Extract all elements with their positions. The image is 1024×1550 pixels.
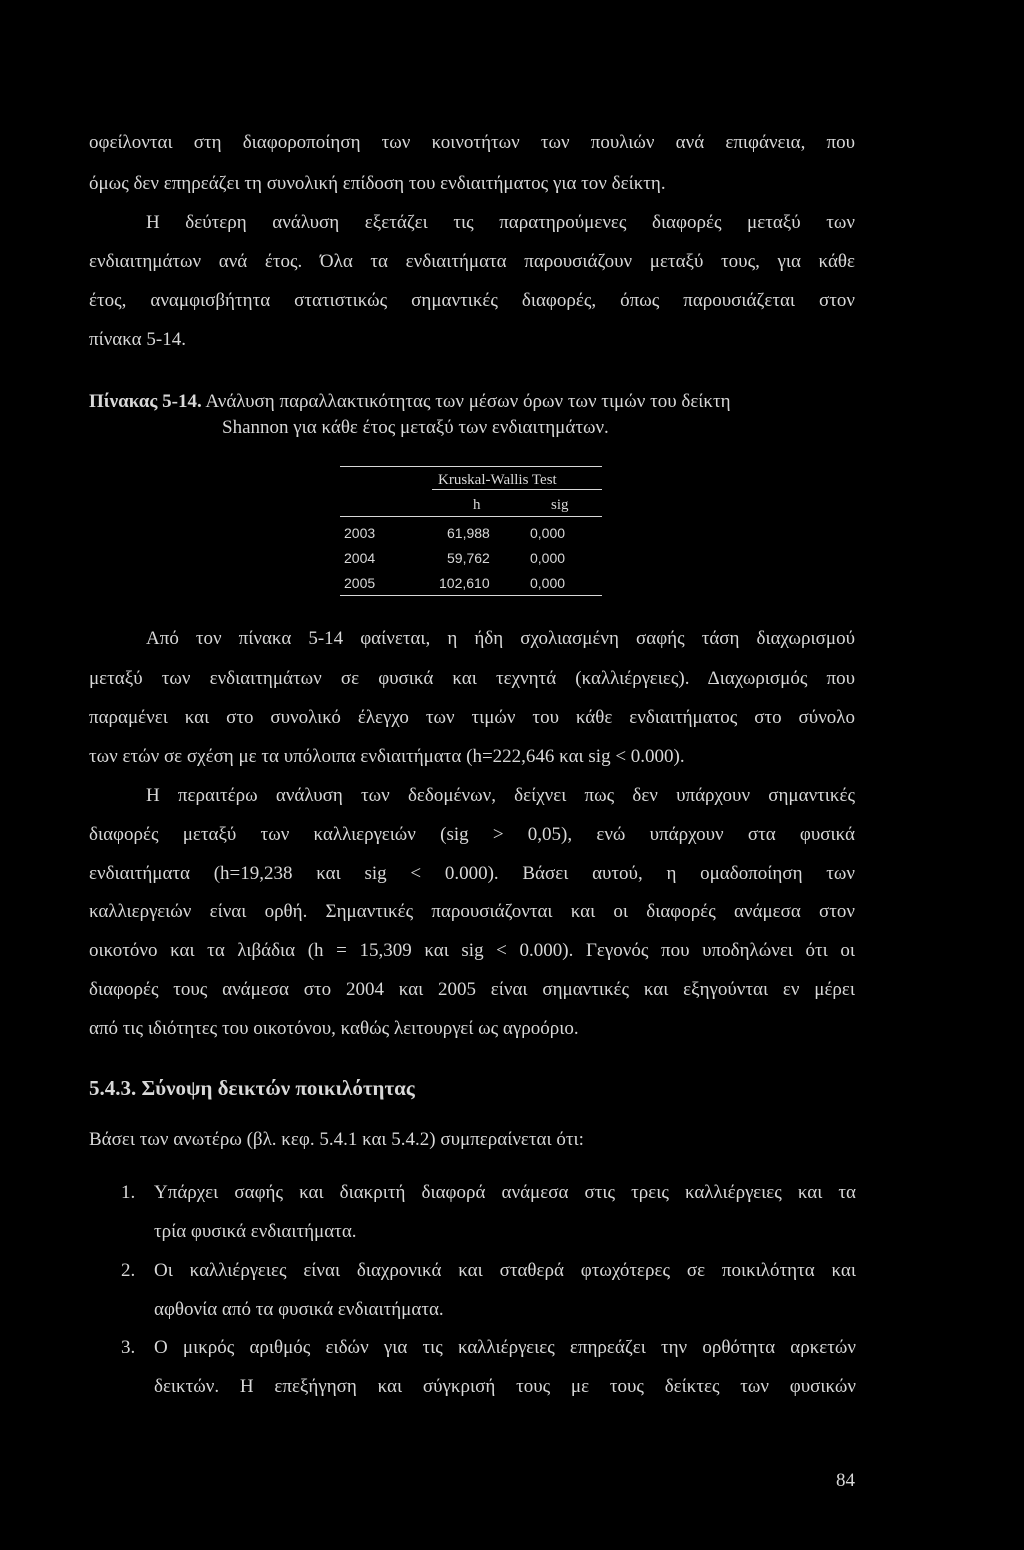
text-line: πίνακα 5-14. [89,329,186,350]
text-line: Η δεύτερη ανάλυση εξετάζει τις παρατηρούμενες διαφορές μεταξύ των [146,212,855,233]
row-year: 2005 [344,575,376,591]
row-year: 2004 [344,550,376,566]
table-title: Kruskal-Wallis Test [438,472,557,488]
row-h: 59,762 [447,550,490,566]
table-top-rule [340,466,602,467]
caption-line-1: Ανάλυση παραλλακτικότητας των μέσων όρων των τιμών του δείκτη [205,391,731,412]
intro-line: Βάσει των ανωτέρω (βλ. κεφ. 5.4.1 και 5.4.2) συμπεραίνεται ότι: [89,1129,584,1150]
text-line: όμως δεν επηρεάζει τη συνολική επίδοση του ενδιαιτήματος για τον δείκτη. [89,173,666,194]
list-text-line: Υπάρχει σαφής και διακριτή διαφορά ανάμεσα στις τρεις καλλιέργειες και τα [154,1182,856,1203]
list-number: 1. [121,1182,136,1203]
text-line: από τις ιδιότητες του οικοτόνου, καθώς λειτουργεί ως αγροόριο. [89,1018,579,1039]
text-line: έτος, αναμφισβήτητα στατιστικώς σημαντικές διαφορές, όπως παρουσιάζεται στον [89,290,855,311]
text-line: καλλιεργειών είναι ορθή. Σημαντικές παρουσιάζονται και οι διαφορές ανάμεσα στον [89,901,855,922]
text-line: μεταξύ των ενδιαιτημάτων σε φυσικά και τεχνητά (καλλιέργειες). Διαχωρισμός που [89,668,855,689]
text-line: διαφορές μεταξύ των καλλιεργειών (sig > 0,05), ενώ υπάρχουν στα φυσικά [89,824,855,845]
text-line: Η περαιτέρω ανάλυση των δεδομένων, δείχνει πως δεν υπάρχουν σημαντικές [146,785,855,806]
text-line: οφείλονται στη διαφοροποίηση των κοινοτήτων των πουλιών ανά επιφάνεια, που [89,132,855,153]
text-line: των ετών σε σχέση με τα υπόλοιπα ενδιαιτήματα (h=222,646 και sig < 0.000). [89,746,685,767]
table-bottom-rule [340,595,602,596]
row-sig: 0,000 [530,525,566,541]
row-year: 2003 [344,525,376,541]
text-line: παραμένει και στο συνολικό έλεγχο των τιμών του κάθε ενδιαιτήματος στο σύνολο [89,707,855,728]
list-text-line: αφθονία από τα φυσικά ενδιαιτήματα. [154,1299,444,1320]
section-heading: 5.4.3. Σύνοψη δεικτών ποικιλότητας [89,1076,415,1100]
list-number: 2. [121,1260,136,1281]
table-header-rule [340,516,602,517]
row-h: 61,988 [447,525,490,541]
list-text-line: Ο μικρός αριθμός ειδών για τις καλλιέργειες επηρεάζει την ορθότητα αρκετών [154,1337,856,1358]
row-sig: 0,000 [530,575,566,591]
list-text-line: δεικτών. Η επεξήγηση και σύγκρισή τους με τους δείκτες των φυσικών [154,1376,856,1397]
page-number: 84 [836,1470,855,1491]
column-header-sig: sig [551,497,569,513]
column-header-h: h [473,497,481,513]
list-number: 3. [121,1337,136,1358]
row-h: 102,610 [439,575,490,591]
caption-label: Πίνακας 5-14. [89,391,202,412]
text-line: Από τον πίνακα 5-14 φαίνεται, η ήδη σχολιασμένη σαφής τάση διαχωρισμού [146,628,855,649]
text-line: διαφορές τους ανάμεσα στο 2004 και 2005 είναι σημαντικές και εξηγούνται εν μέρει [89,979,855,1000]
row-sig: 0,000 [530,550,566,566]
list-text-line: τρία φυσικά ενδιαιτήματα. [154,1221,357,1242]
text-line: ενδιαιτήματα (h=19,238 και sig < 0.000). Βάσει αυτού, η ομαδοποίηση των [89,863,855,884]
list-text-line: Οι καλλιέργειες είναι διαχρονικά και σταθερά φτωχότερες σε ποικιλότητα και [154,1260,856,1281]
caption-line-2: Shannon για κάθε έτος μεταξύ των ενδιαιτημάτων. [222,417,609,438]
text-line: ενδιαιτημάτων ανά έτος. Όλα τα ενδιαιτήματα παρουσιάζουν μεταξύ τους, για κάθε [89,251,855,272]
table-subheader-rule [432,489,602,490]
text-line: οικοτόνο και τα λιβάδια (h = 15,309 και sig < 0.000). Γεγονός που υποδηλώνει ότι οι [89,940,855,961]
